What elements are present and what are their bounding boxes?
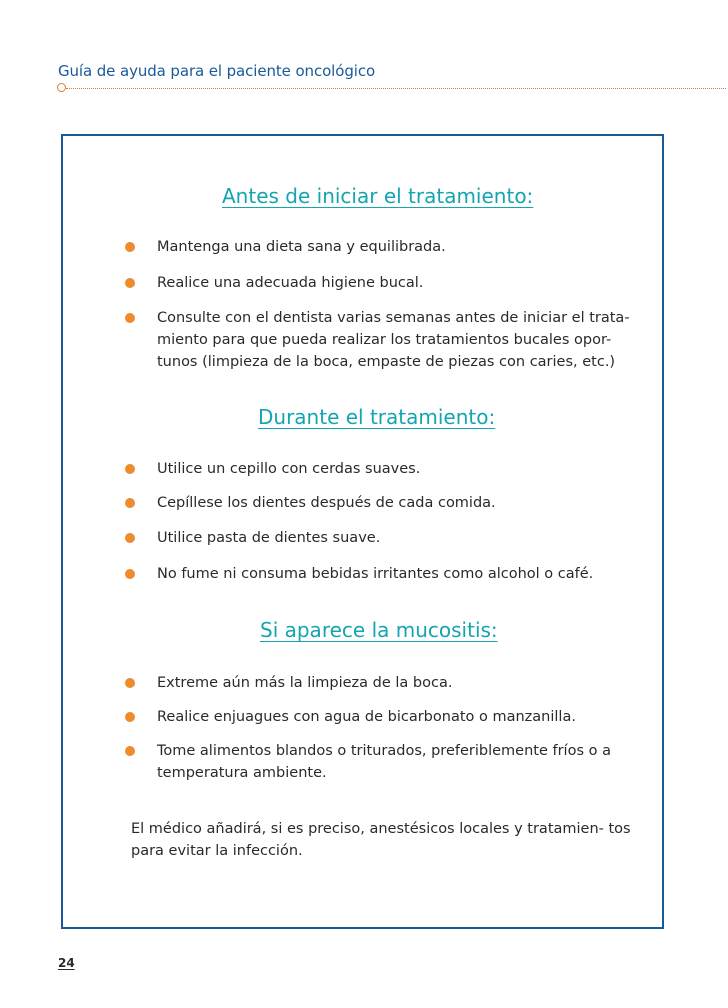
bullet-icon [125,746,135,756]
list-item-text: Extreme aún más la limpieza de la boca. [157,675,453,691]
bullet-icon [125,464,135,474]
list-item-text: Mantenga una dieta sana y equilibrada. [157,239,446,255]
list-item-text: Utilice un cepillo con cerdas suaves. [157,461,421,477]
header-circle-icon [57,83,66,92]
section-heading-before-treatment: Antes de iniciar el tratamiento: [222,184,534,208]
bullet-icon [125,278,135,288]
list-item [125,272,640,294]
list-item [125,706,640,728]
header-dotted-rule [66,88,726,89]
section-heading-mucositis: Si aparece la mucositis: [260,618,498,642]
bullet-icon [125,313,135,323]
list-item-text: Consulte con el dentista varias semanas antes de iniciar el trata- miento para que pueda realizar los tratamientos bucales opor- tunos (limpieza de la boca, empaste de piezas con caries, etc.) [157,310,630,370]
list-item-text: Utilice pasta de dientes suave. [157,530,381,546]
bullet-icon [125,569,135,579]
list-item [125,492,640,514]
list-item-text: Realice enjuagues con agua de bicarbonato o manzanilla. [157,709,576,725]
list-item-text: Tome alimentos blandos o triturados, preferiblemente fríos o a temperatura ambiente. [157,743,611,781]
list-item [125,740,640,784]
list-item [125,236,640,258]
bullet-icon [125,498,135,508]
section-heading-during-treatment: Durante el tratamiento: [258,405,496,429]
header-title: Guía de ayuda para el paciente oncológico [58,62,376,80]
list-item-text: No fume ni consuma bebidas irritantes como alcohol o café. [157,566,594,582]
list-item-text: Cepíllese los dientes después de cada comida. [157,495,496,511]
closing-note: El médico añadirá, si es preciso, anestésicos locales y tratamien- tos para evitar la infección. [131,821,631,859]
list-item [125,458,640,480]
list-item [125,672,640,694]
list-item-text: Realice una adecuada higiene bucal. [157,275,424,291]
bullet-icon [125,678,135,688]
list-item [125,307,640,373]
list-item [125,563,640,585]
page-number: 24 [58,956,75,970]
list-item [125,527,640,549]
bullet-icon [125,533,135,543]
bullet-icon [125,242,135,252]
bullet-icon [125,712,135,722]
